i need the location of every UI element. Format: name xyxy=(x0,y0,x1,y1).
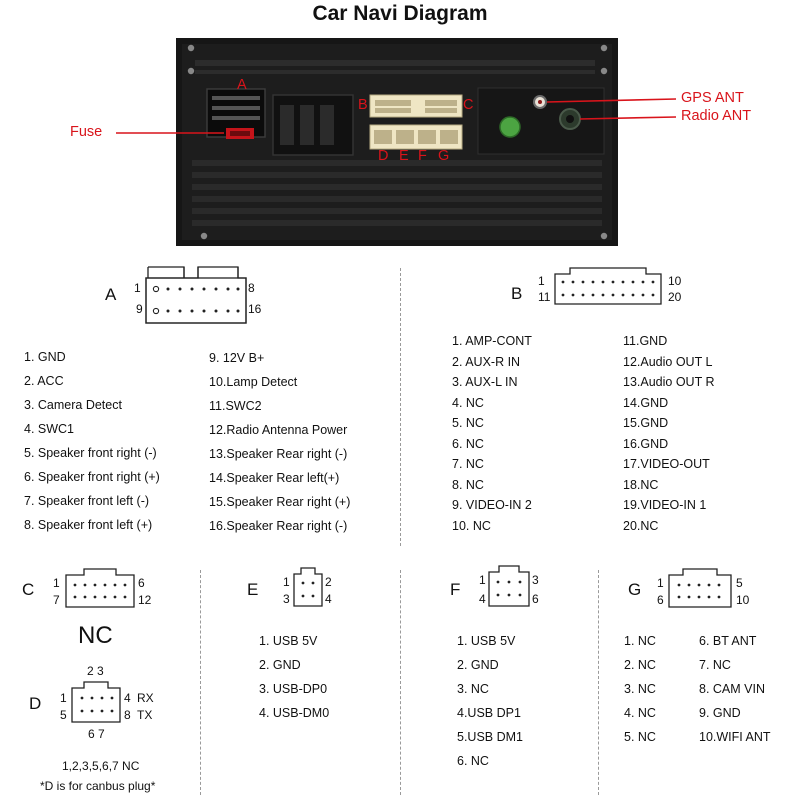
connector-c-pin: 12 xyxy=(138,593,152,607)
pin-item: 14.GND xyxy=(623,395,669,410)
connector-g-pin: 6 xyxy=(657,593,664,607)
connector-f-pin: 3 xyxy=(532,573,539,587)
connector-d-footnote: *D is for canbus plug* xyxy=(40,779,156,793)
radio-ant-label: Radio ANT xyxy=(681,108,752,124)
pin-item: 8. NC xyxy=(452,477,484,492)
pin-item: 11.GND xyxy=(623,334,668,348)
pin-item: 9. 12V B+ xyxy=(209,351,265,365)
connector-d-diagram xyxy=(68,680,124,726)
connector-f-diagram xyxy=(486,564,532,610)
connector-c-nc: NC xyxy=(78,622,113,649)
pin-item: 4.USB DP1 xyxy=(457,706,521,720)
pin-item: 4. SWC1 xyxy=(24,422,75,436)
diagram-title: Car Navi Diagram xyxy=(312,2,488,25)
pin-item: 15.Speaker Rear right (+) xyxy=(209,495,351,509)
pin-item: 2. ACC xyxy=(24,374,64,388)
connector-b-diagram xyxy=(550,266,666,308)
connector-b-pin: 11 xyxy=(538,290,551,304)
pin-item: 8. CAM VIN xyxy=(699,682,765,696)
connector-a-diagram xyxy=(140,264,250,326)
connector-e-pin: 2 xyxy=(325,575,332,589)
pin-item: 6. BT ANT xyxy=(699,634,757,648)
pin-item: 20.NC xyxy=(623,518,659,533)
connector-d-pin: 1 xyxy=(60,691,67,705)
connector-d-pin: 8 xyxy=(124,708,131,722)
connector-g-diagram xyxy=(665,566,735,611)
port-label-f: F xyxy=(418,148,427,164)
divider-ef xyxy=(400,570,401,795)
connector-f-pin: 6 xyxy=(532,592,539,606)
connector-g-letter: G xyxy=(628,580,642,599)
pin-item: 1. NC xyxy=(624,634,656,648)
pin-item: 3. AUX-L IN xyxy=(452,375,518,389)
pin-item: 17.VIDEO-OUT xyxy=(623,457,710,471)
pin-item: 7. Speaker front left (-) xyxy=(24,494,150,508)
connector-f-pin: 1 xyxy=(479,573,486,587)
pin-item: 1. USB 5V xyxy=(259,634,318,648)
connector-b-letter: B xyxy=(511,284,523,303)
port-label-b: B xyxy=(358,97,368,113)
pin-item: 3. USB-DP0 xyxy=(259,682,328,696)
pin-item: 2. GND xyxy=(259,658,301,672)
pin-item: 2. AUX-R IN xyxy=(452,354,521,369)
connector-b-pin: 1 xyxy=(538,274,545,288)
connector-f-pin: 4 xyxy=(479,592,486,606)
connector-d-letter: D xyxy=(29,694,42,713)
pin-item: 6. NC xyxy=(452,436,484,451)
connector-c-pin: 6 xyxy=(138,576,145,590)
pin-item: 6. Speaker front right (+) xyxy=(24,470,160,484)
connector-d-pin: 4 xyxy=(124,691,131,705)
connector-d-rx: RX xyxy=(137,691,154,705)
pin-item: 5. Speaker front right (-) xyxy=(24,446,157,460)
divider-ab xyxy=(400,268,401,546)
port-label-g: G xyxy=(438,148,450,164)
pin-item: 19.VIDEO-IN 1 xyxy=(623,498,707,512)
pin-item: 7. NC xyxy=(699,658,731,672)
connector-a-pin: 9 xyxy=(136,302,143,316)
connector-e-pin: 3 xyxy=(283,592,290,606)
pin-item: 5.USB DM1 xyxy=(457,730,523,744)
pin-item: 6. NC xyxy=(457,754,489,768)
connector-d-bottom-pins: 6 7 xyxy=(88,727,105,741)
pin-item: 11.SWC2 xyxy=(209,399,262,413)
connector-g-pin: 5 xyxy=(736,576,743,590)
pin-item: 4. NC xyxy=(452,395,484,410)
pin-item: 13.Speaker Rear right (-) xyxy=(209,447,348,461)
pin-item: 12.Radio Antenna Power xyxy=(209,423,348,437)
connector-a-pin: 1 xyxy=(134,281,141,295)
pin-item: 1. GND xyxy=(24,350,66,364)
pin-item: 13.Audio OUT R xyxy=(623,375,715,389)
connector-b-pin: 20 xyxy=(668,290,682,304)
divider-cde xyxy=(200,570,201,795)
port-label-c: C xyxy=(463,97,474,113)
pin-item: 12.Audio OUT L xyxy=(623,354,713,369)
connector-d-tx: TX xyxy=(137,708,153,722)
pin-item: 2. NC xyxy=(624,658,656,672)
pin-item: 5. NC xyxy=(624,730,656,744)
connector-e-pin: 4 xyxy=(325,592,332,606)
connector-c-diagram xyxy=(62,566,138,611)
pin-item: 15.GND xyxy=(623,416,669,430)
pin-item: 7. NC xyxy=(452,457,484,471)
connector-a-letter: A xyxy=(105,285,117,304)
divider-fg xyxy=(598,570,599,795)
pin-item: 5. NC xyxy=(452,416,484,430)
pin-item: 1. AMP-CONT xyxy=(452,334,532,348)
connector-a-pin: 8 xyxy=(248,281,255,295)
connector-e-diagram xyxy=(291,566,325,610)
pin-item: 16.GND xyxy=(623,436,669,451)
pin-item: 9. VIDEO-IN 2 xyxy=(452,498,532,512)
gps-ant-label: GPS ANT xyxy=(681,90,744,106)
connector-g-pin: 1 xyxy=(657,576,664,590)
connector-f-letter: F xyxy=(450,580,461,599)
head-unit-illustration xyxy=(0,0,800,250)
pin-item: 10.Lamp Detect xyxy=(209,375,298,389)
connector-c-letter: C xyxy=(22,580,35,599)
connector-d-top-pins: 2 3 xyxy=(87,664,104,678)
pin-item: 18.NC xyxy=(623,477,659,492)
pin-item: 3. NC xyxy=(457,682,489,696)
pin-item: 10. NC xyxy=(452,518,491,533)
connector-d-pin: 5 xyxy=(60,708,67,722)
pin-item: 1. USB 5V xyxy=(457,634,516,648)
connector-a-pin: 16 xyxy=(248,302,262,316)
connector-e-letter: E xyxy=(247,580,259,599)
green-connector-icon xyxy=(500,117,520,137)
pin-item: 8. Speaker front left (+) xyxy=(24,518,153,532)
pin-item: 9. GND xyxy=(699,706,741,720)
connector-d-nc-note: 1,2,3,5,6,7 NC xyxy=(62,759,140,773)
pin-item: 3. NC xyxy=(624,682,656,696)
port-label-a: A xyxy=(237,77,247,93)
pin-item: 10.WIFI ANT xyxy=(699,730,771,744)
pin-item: 4. USB-DM0 xyxy=(259,706,330,720)
connector-c-pin: 7 xyxy=(53,593,60,607)
connector-c-pin: 1 xyxy=(53,576,60,590)
pin-item: 14.Speaker Rear left(+) xyxy=(209,471,340,485)
fuse-label: Fuse xyxy=(70,124,103,140)
pin-item: 4. NC xyxy=(624,706,656,720)
port-label-d: D xyxy=(378,148,389,164)
pin-item: 16.Speaker Rear right (-) xyxy=(209,519,348,533)
connector-b-pin: 10 xyxy=(668,274,682,288)
connector-e-pin: 1 xyxy=(283,575,290,589)
pin-item: 2. GND xyxy=(457,658,499,672)
port-label-e: E xyxy=(399,148,409,164)
connector-g-pin: 10 xyxy=(736,593,750,607)
pin-item: 3. Camera Detect xyxy=(24,398,122,412)
